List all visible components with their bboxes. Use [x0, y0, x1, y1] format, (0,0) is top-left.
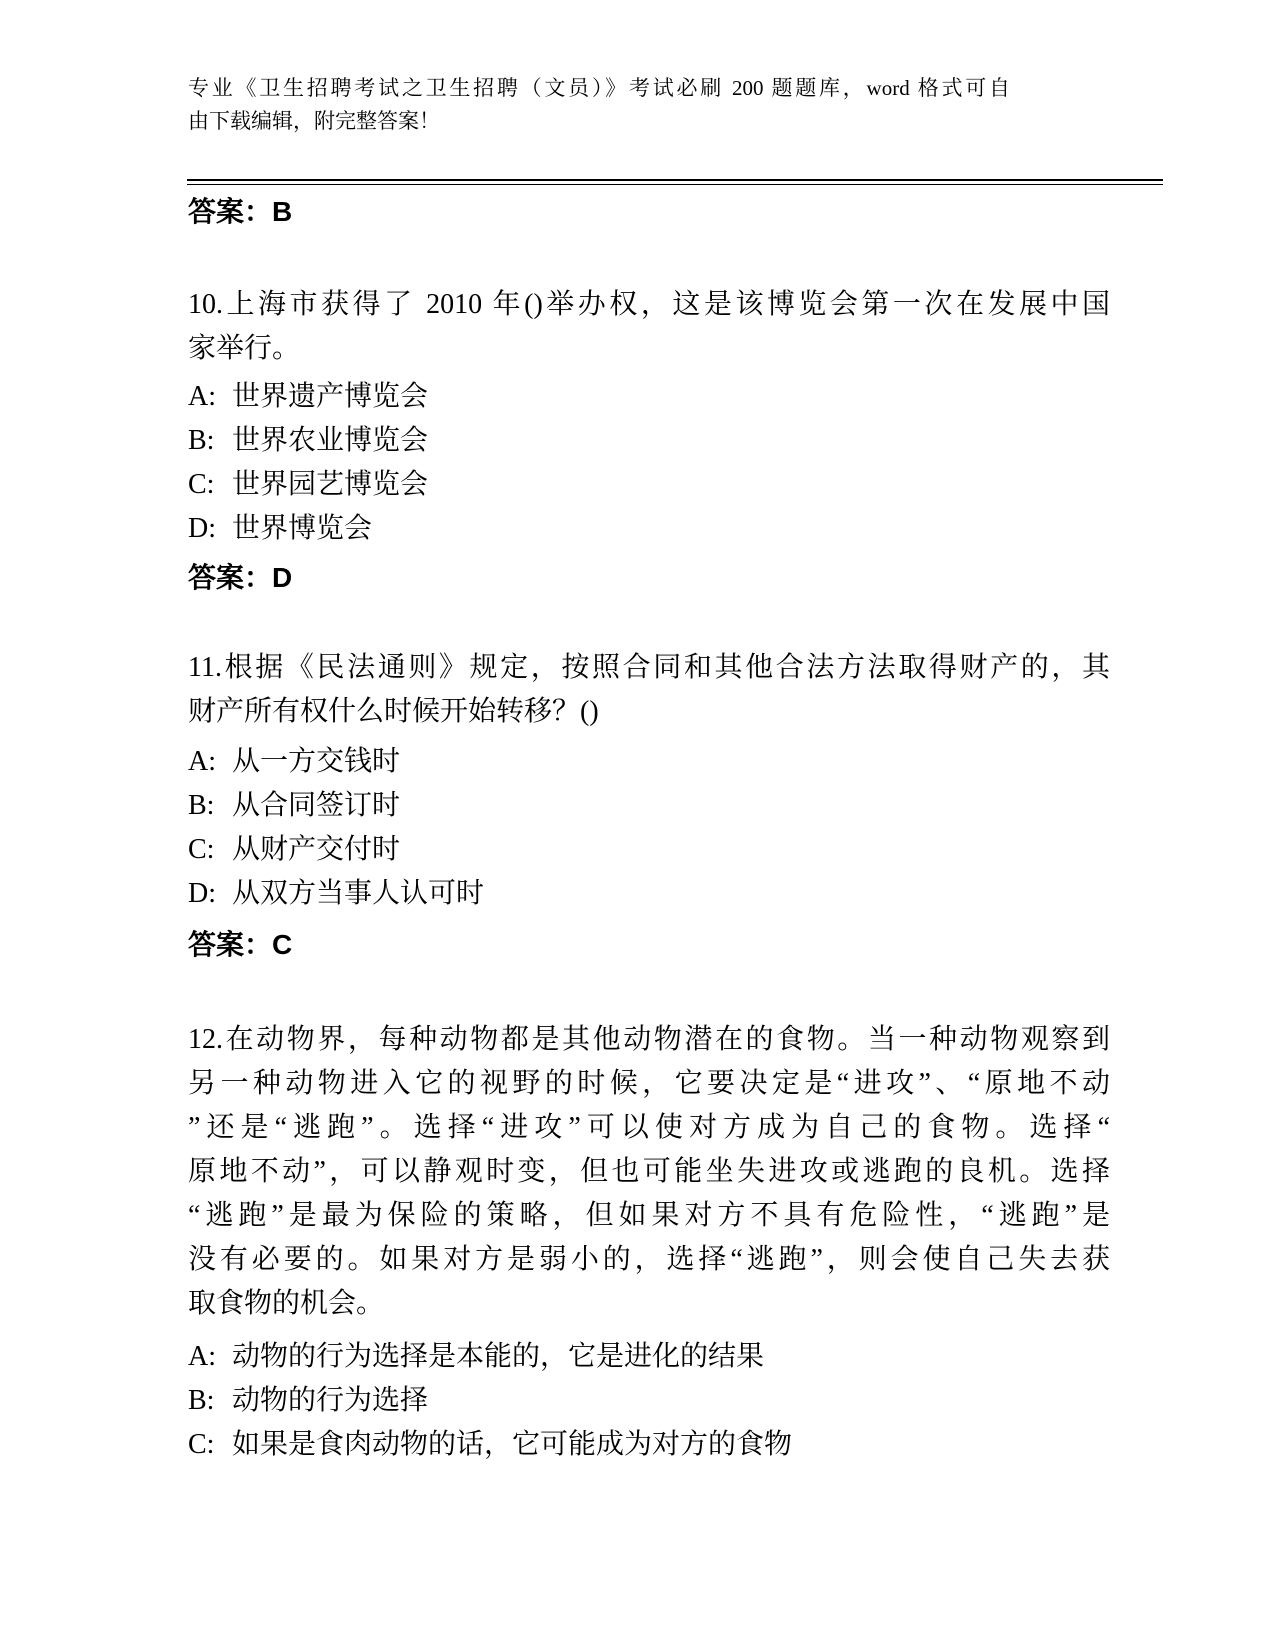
option-text: 从双方当事人认可时 — [232, 878, 485, 909]
answer-label: 答案： — [188, 929, 273, 960]
option-letter: C: — [188, 469, 215, 500]
option-text: 世界园艺博览会 — [232, 469, 429, 500]
answer-line-q10 — [188, 556, 292, 600]
header-text-line: 由下载编辑，附完整答案！ — [188, 109, 440, 133]
answer-line-q11 — [188, 923, 292, 967]
option-text: 如果是食肉动物的话，它可能成为对方的食物 — [232, 1429, 793, 1460]
option-text: 从合同签订时 — [232, 790, 401, 821]
option-letter: B: — [188, 425, 215, 456]
question-11-text — [188, 646, 1110, 734]
question-text-line: 家举行。 — [188, 333, 301, 364]
page-header — [188, 72, 1010, 138]
option-letter: C: — [188, 834, 215, 865]
question-text-line: 原地不动”，可以静观时变，但也可能坐失进攻或逃跑的良机。选择 — [188, 1156, 1110, 1187]
question-10-options — [188, 375, 428, 551]
option-item-b — [188, 784, 484, 828]
answer-value: C — [272, 929, 293, 960]
answer-value: B — [272, 196, 293, 227]
option-text: 动物的行为选择是本能的，它是进化的结果 — [232, 1341, 765, 1372]
option-letter: B: — [188, 1385, 215, 1416]
option-text: 世界博览会 — [232, 513, 373, 544]
option-text: 动物的行为选择 — [232, 1385, 429, 1416]
answer-line-q9 — [188, 190, 292, 234]
option-text: 从财产交付时 — [232, 834, 401, 865]
question-text-line: “逃跑”是最为保险的策略，但如果对方不具有危险性，“逃跑”是 — [188, 1200, 1110, 1231]
option-letter: D: — [188, 878, 216, 909]
question-text-line: 财产所有权什么时候开始转移？() — [188, 696, 599, 727]
option-letter: A: — [188, 381, 216, 412]
answer-label: 答案： — [188, 196, 273, 227]
question-11-options — [188, 740, 484, 916]
option-item-d — [188, 507, 428, 551]
option-text: 世界遗产博览会 — [232, 381, 429, 412]
question-12-text — [188, 1018, 1110, 1326]
question-text-line: 另一种动物进入它的视野的时候，它要决定是“进攻”、“原地不动 — [188, 1068, 1110, 1099]
option-item-a — [188, 740, 484, 784]
option-text: 世界农业博览会 — [232, 425, 429, 456]
question-text-line: 12.在动物界，每种动物都是其他动物潜在的食物。当一种动物观察到 — [188, 1024, 1110, 1055]
question-12-options — [188, 1335, 792, 1467]
question-text-line: 11.根据《民法通则》规定，按照合同和其他合法方法取得财产的，其 — [188, 652, 1110, 683]
answer-label: 答案： — [188, 562, 273, 593]
option-item-c — [188, 1423, 792, 1467]
option-item-c — [188, 463, 428, 507]
option-item-d — [188, 872, 484, 916]
option-item-b — [188, 419, 428, 463]
option-text: 从一方交钱时 — [232, 746, 401, 777]
option-letter: A: — [188, 1341, 216, 1372]
header-rule-divider — [187, 179, 1163, 185]
option-letter: D: — [188, 513, 216, 544]
option-item-c — [188, 828, 484, 872]
option-letter: C: — [188, 1429, 215, 1460]
option-item-b — [188, 1379, 792, 1423]
question-text-line: 10.上海市获得了 2010 年()举办权，这是该博览会第一次在发展中国 — [188, 289, 1110, 320]
answer-value: D — [272, 562, 293, 593]
header-text-line: 专业《卫生招聘考试之卫生招聘（文员）》考试必刷 200 题题库，word 格式可自 — [188, 76, 1010, 100]
question-text-line: ”还是“逃跑”。选择“进攻”可以使对方成为自己的食物。选择“ — [188, 1112, 1110, 1143]
question-10-text — [188, 283, 1110, 371]
option-item-a — [188, 375, 428, 419]
option-item-a — [188, 1335, 792, 1379]
option-letter: A: — [188, 746, 216, 777]
question-text-line: 没有必要的。如果对方是弱小的，选择“逃跑”，则会使自己失去获 — [188, 1244, 1110, 1275]
option-letter: B: — [188, 790, 215, 821]
question-text-line: 取食物的机会。 — [188, 1288, 385, 1319]
